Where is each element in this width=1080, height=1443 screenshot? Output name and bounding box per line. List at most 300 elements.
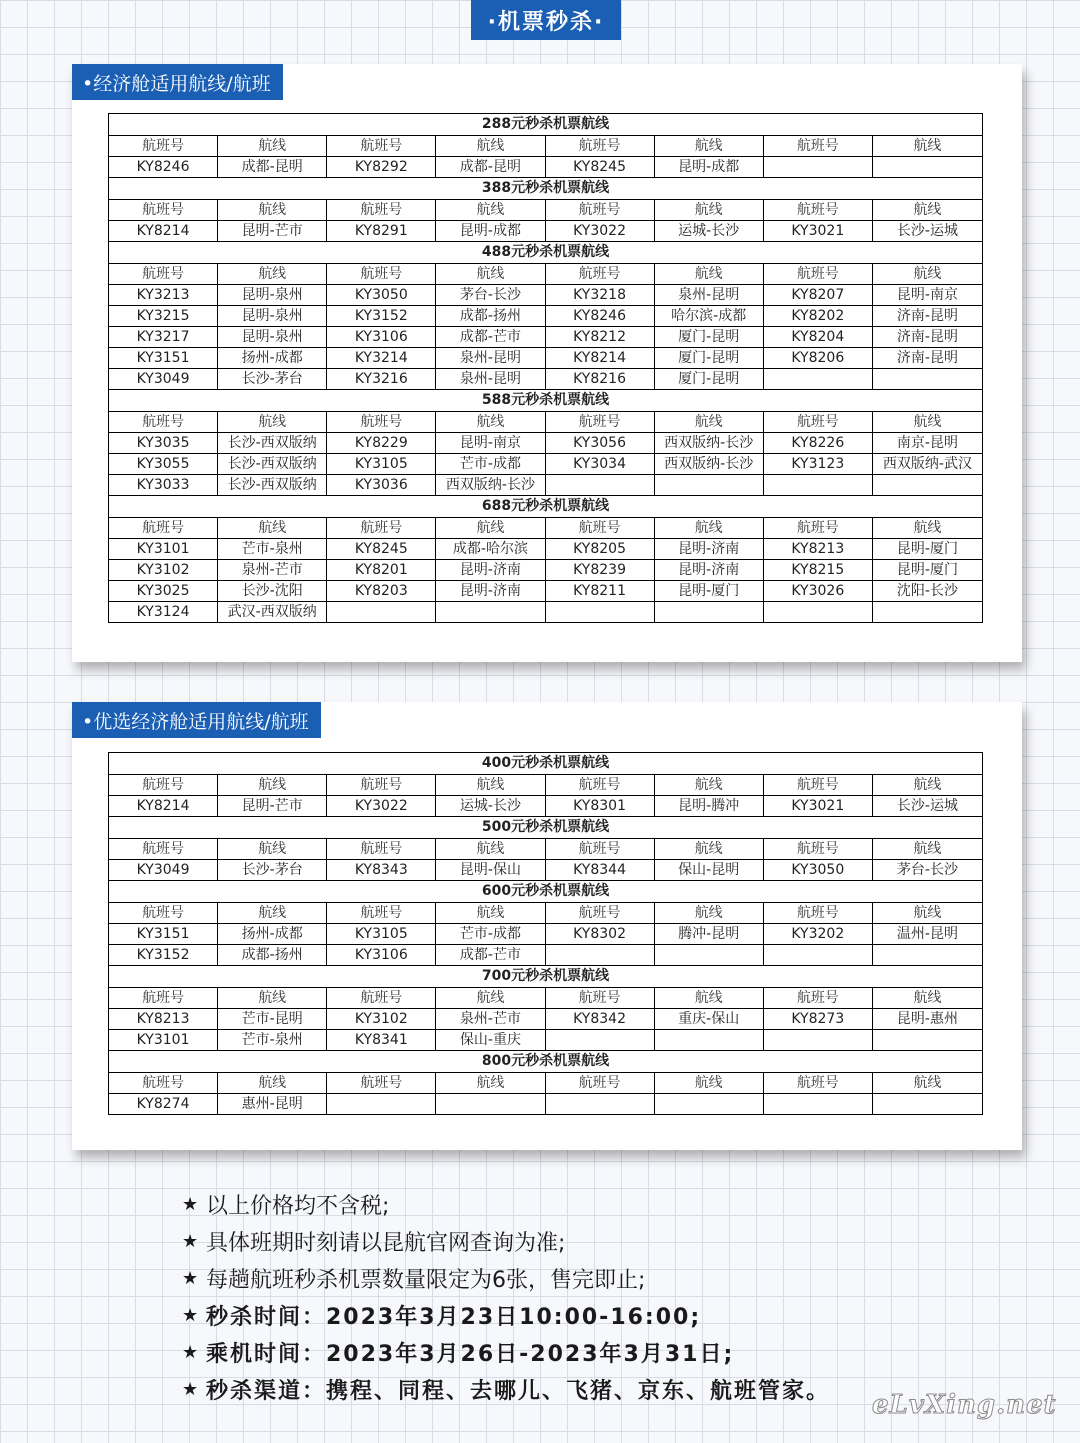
route-cell: 昆明-南京 [896,287,958,303]
flight-number-header: 航班号 [546,412,655,432]
table-row [109,221,982,242]
route-cell: 昆明-厦门 [896,562,958,578]
route-cell: 茅台-长沙 [896,862,958,878]
route-header: 航线 [655,775,764,795]
flight-number-cell: KY3050 [764,860,873,880]
flight-number-header: 航班号 [546,903,655,923]
route-cell [655,1094,764,1114]
flight-number-cell: KY8206 [764,348,873,368]
route-cell [873,157,982,177]
table-row [109,539,982,560]
route-cell: 芒市-泉州 [218,1030,327,1050]
route-cell [655,602,764,622]
flight-number-header: 航班号 [764,136,873,156]
flight-number-cell: KY8246 [546,306,655,326]
route-cell: 长沙-运城 [896,798,958,814]
route-cell: 扬州-成都 [218,348,327,368]
route-cell: 长沙-西双版纳 [218,475,327,495]
table-row [109,348,982,369]
flight-number-cell: KY8215 [764,560,873,580]
route-cell: 济南-昆明 [896,329,958,345]
route-cell: 运城-长沙 [436,796,545,816]
table-row [109,602,982,622]
flight-number-header: 航班号 [764,775,873,795]
route-header: 航线 [913,266,942,282]
star-icon: ★ [182,1305,201,1326]
route-cell: 沈阳-长沙 [896,583,958,599]
table-header-row [109,264,982,285]
flight-number-header: 航班号 [764,264,873,284]
flight-number-cell: KY8201 [327,560,436,580]
route-cell [873,369,982,389]
route-cell: 长沙-沈阳 [218,581,327,601]
route-cell: 芒市-泉州 [218,539,327,559]
flight-number-cell: KY8341 [327,1030,436,1050]
flight-number-header: 航班号 [764,412,873,432]
note-text: 具体班期时刻请以昆航官网查询为准; [206,1231,566,1256]
note-item [182,1223,830,1260]
flight-number-cell: KY8292 [327,157,436,177]
route-header: 航线 [218,903,327,923]
route-header: 航线 [913,841,942,857]
price-tier-title: 288元秒杀机票航线 [109,114,982,136]
flight-number-header: 航班号 [327,775,436,795]
route-cell: 成都-扬州 [218,945,327,965]
flight-number-header: 航班号 [764,200,873,220]
table-row [109,157,982,178]
table-header-row [109,988,982,1009]
flight-number-header: 航班号 [546,136,655,156]
route-header: 航线 [655,988,764,1008]
route-header: 航线 [913,202,942,218]
table-row [109,475,982,496]
flight-number-header: 航班号 [327,518,436,538]
price-tier-title: 400元秒杀机票航线 [109,753,982,775]
flight-number-cell: KY8274 [109,1094,218,1114]
route-cell: 昆明-泉州 [218,327,327,347]
route-cell: 泉州-昆明 [655,285,764,305]
star-icon: ★ [182,1379,201,1400]
table-row [109,796,982,817]
route-header: 航线 [218,775,327,795]
flight-number-cell: KY8203 [327,581,436,601]
route-cell: 保山-昆明 [655,860,764,880]
flight-number-cell [546,945,655,965]
price-tier-title: 500元秒杀机票航线 [109,817,982,839]
flight-number-cell: KY8212 [546,327,655,347]
flight-number-header: 航班号 [327,200,436,220]
flight-number-cell: KY3102 [109,560,218,580]
flight-number-cell: KY3055 [109,454,218,474]
route-cell: 昆明-济南 [655,560,764,580]
route-header: 航线 [436,136,545,156]
flight-number-header: 航班号 [109,839,218,859]
route-header: 航线 [655,1073,764,1093]
route-header: 航线 [218,988,327,1008]
flight-number-cell: KY8342 [546,1009,655,1029]
route-cell: 温州-昆明 [896,926,958,942]
route-cell: 长沙-茅台 [218,369,327,389]
route-header: 航线 [655,412,764,432]
flight-number-header: 航班号 [546,200,655,220]
route-header: 航线 [436,264,545,284]
flight-number-cell [764,475,873,495]
route-cell: 西双版纳-长沙 [655,454,764,474]
route-cell: 芒市-成都 [436,454,545,474]
route-cell: 腾冲-昆明 [655,924,764,944]
flight-number-header: 航班号 [546,775,655,795]
route-cell: 昆明-腾冲 [655,796,764,816]
flight-number-cell: KY8343 [327,860,436,880]
flight-number-cell [764,1094,873,1114]
route-cell: 长沙-西双版纳 [218,433,327,453]
flight-number-header: 航班号 [546,1073,655,1093]
flight-number-header: 航班号 [109,412,218,432]
table-row [109,285,982,306]
route-cell [655,475,764,495]
flight-number-header: 航班号 [109,903,218,923]
route-header: 航线 [436,903,545,923]
flight-number-cell: KY8205 [546,539,655,559]
flight-number-cell: KY8213 [109,1009,218,1029]
flight-number-header: 航班号 [109,988,218,1008]
price-tier-title: 388元秒杀机票航线 [109,178,982,200]
flight-number-header: 航班号 [327,264,436,284]
flight-number-cell: KY8273 [764,1009,873,1029]
premium-economy-section-label: •优选经济舱适用航线/航班 [72,702,321,738]
route-cell: 长沙-茅台 [218,860,327,880]
route-cell: 昆明-惠州 [896,1011,958,1027]
table-row [109,454,982,475]
flight-number-header: 航班号 [109,775,218,795]
flight-number-cell: KY8213 [764,539,873,559]
flight-number-header: 航班号 [546,839,655,859]
flight-number-cell: KY8239 [546,560,655,580]
route-header: 航线 [218,1073,327,1093]
route-header: 航线 [913,1075,942,1091]
route-cell: 昆明-厦门 [896,541,958,557]
route-header: 航线 [218,264,327,284]
flight-number-cell: KY8226 [764,433,873,453]
table-row [109,1094,982,1114]
flight-number-cell: KY3151 [109,348,218,368]
route-header: 航线 [218,518,327,538]
route-cell: 昆明-芒市 [218,221,327,241]
star-icon: ★ [182,1268,199,1289]
route-header: 航线 [436,412,545,432]
route-cell: 扬州-成都 [218,924,327,944]
flight-number-header: 航班号 [546,264,655,284]
flight-number-cell [327,1094,436,1114]
price-tier-title: 488元秒杀机票航线 [109,242,982,264]
price-tier-title: 700元秒杀机票航线 [109,966,982,988]
route-cell: 济南-昆明 [896,308,958,324]
flight-number-cell: KY3213 [109,285,218,305]
route-header: 航线 [655,136,764,156]
route-cell: 西双版纳-长沙 [436,475,545,495]
route-cell: 芒市-成都 [436,924,545,944]
flight-number-cell: KY8245 [546,157,655,177]
price-tier-title: 600元秒杀机票航线 [109,881,982,903]
route-cell: 成都-哈尔滨 [436,539,545,559]
premium-economy-fare-table [108,752,983,1115]
route-cell: 昆明-芒市 [218,796,327,816]
flight-number-cell [546,1030,655,1050]
note-item [182,1334,830,1371]
route-cell [873,1030,982,1050]
flight-number-header: 航班号 [327,412,436,432]
route-header: 航线 [913,520,942,536]
flight-number-header: 航班号 [764,839,873,859]
flight-number-cell: KY3101 [109,1030,218,1050]
flight-number-header: 航班号 [327,136,436,156]
flight-number-header: 航班号 [764,1073,873,1093]
table-row [109,1009,982,1030]
table-row [109,560,982,581]
economy-section [72,64,1022,662]
route-header: 航线 [436,775,545,795]
route-cell: 泉州-芒市 [436,1009,545,1029]
route-cell: 惠州-昆明 [218,1094,327,1114]
route-header: 航线 [655,839,764,859]
flight-number-cell: KY8344 [546,860,655,880]
route-cell: 泉州-昆明 [436,348,545,368]
route-header: 航线 [913,414,942,430]
route-cell: 昆明-泉州 [218,306,327,326]
flight-number-cell: KY3106 [327,327,436,347]
route-cell [436,1094,545,1114]
flight-number-cell: KY8204 [764,327,873,347]
route-header: 航线 [436,988,545,1008]
note-item [182,1371,830,1408]
route-header: 航线 [436,200,545,220]
route-header: 航线 [436,839,545,859]
route-cell: 成都-昆明 [436,157,545,177]
table-row [109,860,982,881]
flight-number-cell [764,157,873,177]
economy-section-label: •经济舱适用航线/航班 [72,64,283,100]
route-cell: 长沙-西双版纳 [218,454,327,474]
route-cell [655,1030,764,1050]
route-cell: 运城-长沙 [655,221,764,241]
flight-number-cell: KY3151 [109,924,218,944]
notes-list [182,1186,830,1408]
flight-number-header: 航班号 [764,903,873,923]
flight-number-cell: KY3218 [546,285,655,305]
route-cell: 成都-扬州 [436,306,545,326]
price-tier-title: 588元秒杀机票航线 [109,390,982,412]
route-cell [873,475,982,495]
flight-number-cell: KY3036 [327,475,436,495]
flight-number-cell: KY3056 [546,433,655,453]
flight-number-cell: KY3050 [327,285,436,305]
flight-number-header: 航班号 [109,200,218,220]
flight-number-cell: KY8301 [546,796,655,816]
flight-number-cell: KY3022 [546,221,655,241]
star-icon: ★ [182,1194,199,1215]
flight-number-cell: KY3101 [109,539,218,559]
route-header: 航线 [913,138,942,154]
table-row [109,369,982,390]
route-cell: 泉州-芒市 [218,560,327,580]
table-header-row [109,903,982,924]
route-cell: 济南-昆明 [896,350,958,366]
table-header-row [109,1073,982,1094]
route-cell: 泉州-昆明 [436,369,545,389]
route-cell [873,602,982,622]
route-cell: 昆明-泉州 [218,285,327,305]
note-item [182,1260,830,1297]
flight-number-cell [764,1030,873,1050]
route-header: 航线 [913,905,942,921]
route-cell: 昆明-厦门 [655,581,764,601]
flight-number-cell: KY3105 [327,924,436,944]
route-header: 航线 [913,990,942,1006]
flight-number-cell: KY8246 [109,157,218,177]
flight-number-cell: KY8214 [109,221,218,241]
flight-number-header: 航班号 [764,988,873,1008]
route-header: 航线 [655,518,764,538]
route-cell [655,945,764,965]
flight-number-header: 航班号 [327,1073,436,1093]
flight-number-header: 航班号 [109,264,218,284]
flight-number-cell: KY8216 [546,369,655,389]
flight-number-cell [546,475,655,495]
table-header-row [109,412,982,433]
route-cell: 成都-芒市 [436,327,545,347]
flight-number-cell: KY3152 [109,945,218,965]
route-cell: 昆明-济南 [436,560,545,580]
route-cell: 昆明-济南 [655,539,764,559]
flight-number-header: 航班号 [546,518,655,538]
flight-number-cell: KY3049 [109,369,218,389]
flight-number-header: 航班号 [109,136,218,156]
route-header: 航线 [655,264,764,284]
route-header: 航线 [218,200,327,220]
flight-number-cell: KY3105 [327,454,436,474]
flight-number-cell: KY8214 [546,348,655,368]
flight-number-cell [764,369,873,389]
flight-number-cell: KY8245 [327,539,436,559]
table-header-row [109,775,982,796]
route-cell: 昆明-保山 [436,860,545,880]
flight-number-cell: KY3021 [764,796,873,816]
route-cell: 茅台-长沙 [436,285,545,305]
watermark: eLvXing.net [872,1390,1057,1420]
star-icon: ★ [182,1231,199,1252]
route-cell: 武汉-西双版纳 [218,602,327,622]
flight-number-cell [764,602,873,622]
economy-fare-table [108,113,983,623]
flight-number-cell: KY3102 [327,1009,436,1029]
flight-number-cell: KY3035 [109,433,218,453]
table-row [109,581,982,602]
route-cell: 厦门-昆明 [655,327,764,347]
route-cell: 昆明-南京 [436,433,545,453]
note-text: 以上价格均不含税; [206,1194,390,1219]
star-icon: ★ [182,1342,201,1363]
flight-number-cell: KY3022 [327,796,436,816]
flight-number-header: 航班号 [764,518,873,538]
flight-number-cell: KY8207 [764,285,873,305]
table-row [109,945,982,966]
route-cell: 昆明-济南 [436,581,545,601]
flight-number-cell: KY8291 [327,221,436,241]
table-header-row [109,136,982,157]
route-cell: 南京-昆明 [896,435,958,451]
table-row [109,1030,982,1051]
route-cell: 成都-芒市 [436,945,545,965]
flight-number-cell: KY3049 [109,860,218,880]
flight-number-header: 航班号 [109,518,218,538]
route-header: 航线 [436,1073,545,1093]
flight-number-header: 航班号 [546,988,655,1008]
flight-number-cell [327,602,436,622]
flight-number-header: 航班号 [327,903,436,923]
table-header-row [109,839,982,860]
route-cell [873,1094,982,1114]
flight-number-cell: KY3106 [327,945,436,965]
flight-number-cell [546,602,655,622]
route-cell: 成都-昆明 [218,157,327,177]
flight-number-cell: KY3021 [764,221,873,241]
route-cell: 保山-重庆 [436,1030,545,1050]
flight-number-cell: KY3217 [109,327,218,347]
flight-number-cell: KY3124 [109,602,218,622]
route-header: 航线 [218,136,327,156]
route-header: 航线 [436,518,545,538]
flight-number-header: 航班号 [327,988,436,1008]
note-item [182,1297,830,1334]
flight-number-cell [546,1094,655,1114]
route-header: 航线 [655,200,764,220]
flight-number-cell: KY3202 [764,924,873,944]
flight-number-cell: KY8214 [109,796,218,816]
note-text: 乘机时间：2023年3月26日-2023年3月31日; [206,1342,735,1367]
route-cell: 昆明-成都 [655,157,764,177]
flight-number-cell: KY8229 [327,433,436,453]
route-cell: 芒市-昆明 [218,1009,327,1029]
table-header-row [109,200,982,221]
route-cell [436,602,545,622]
flight-number-cell: KY8302 [546,924,655,944]
table-row [109,327,982,348]
flight-number-header: 航班号 [109,1073,218,1093]
price-tier-title: 800元秒杀机票航线 [109,1051,982,1073]
route-header: 航线 [655,903,764,923]
route-header: 航线 [913,777,942,793]
route-cell: 厦门-昆明 [655,348,764,368]
route-cell: 长沙-运城 [896,223,958,239]
flight-number-cell: KY3214 [327,348,436,368]
table-header-row [109,518,982,539]
page-title: ·机票秒杀· [471,0,621,40]
route-header: 航线 [218,412,327,432]
note-item [182,1186,830,1223]
flight-number-cell: KY3033 [109,475,218,495]
route-cell: 厦门-昆明 [655,369,764,389]
flight-number-cell: KY8202 [764,306,873,326]
route-cell: 重庆-保山 [655,1009,764,1029]
flight-number-cell: KY3026 [764,581,873,601]
flight-number-header: 航班号 [327,839,436,859]
flight-number-cell: KY3025 [109,581,218,601]
route-cell: 哈尔滨-成都 [655,306,764,326]
route-cell [873,945,982,965]
note-text: 每趟航班秒杀机票数量限定为6张，售完即止; [206,1268,646,1293]
flight-number-cell: KY3152 [327,306,436,326]
route-cell: 西双版纳-长沙 [655,433,764,453]
